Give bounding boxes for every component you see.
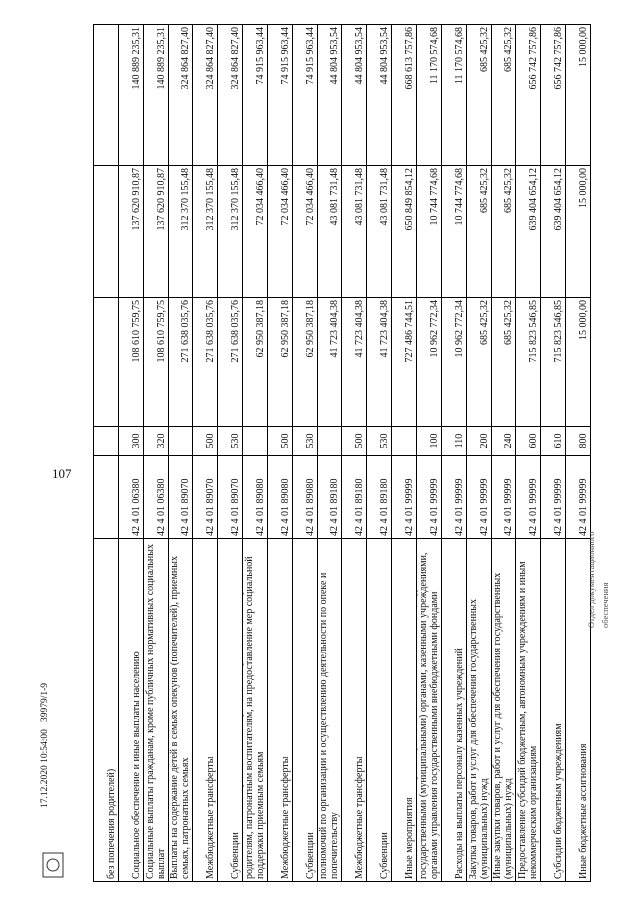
cell-type: 100 xyxy=(417,427,441,456)
cell-v1: 108 610 759,75 xyxy=(144,298,168,427)
cell-name: Межбюджетные трансферты xyxy=(279,756,291,879)
table-row xyxy=(143,25,168,881)
cell-v1: 41 723 404,38 xyxy=(367,298,391,427)
table-row xyxy=(366,25,391,881)
cell-v2: 312 370 155,48 xyxy=(169,166,193,298)
cell-type: 500 xyxy=(268,427,292,456)
cell-v3: 44 804 953,54 xyxy=(367,25,391,166)
cell-v2: 650 849 854,12 xyxy=(392,166,416,298)
cell-type: 500 xyxy=(193,427,217,456)
cell-v2: 312 370 155,48 xyxy=(218,166,242,298)
cell-v1: 715 823 546,85 xyxy=(541,298,565,427)
cell-code: 42 4 01 89080 xyxy=(293,456,317,539)
cell-v2: 43 081 731,48 xyxy=(342,166,366,298)
cell-v3: 668 613 757,86 xyxy=(392,25,416,166)
table-row xyxy=(217,25,242,881)
cell-v3: 140 889 235,31 xyxy=(119,25,143,166)
cell-v2: 137 620 910,87 xyxy=(144,166,168,298)
cell-v2: 685 425,32 xyxy=(492,166,516,298)
cell-name: Выплаты на содержание детей в семьях опекунов (попечителей), приемных семьях, патронатных семьях xyxy=(169,556,192,879)
cell-v2: 137 620 910,87 xyxy=(119,166,143,298)
cell-v1: 62 950 387,18 xyxy=(243,298,267,427)
cell-v3: 685 425,32 xyxy=(492,25,516,166)
cell-type: 530 xyxy=(367,427,391,456)
cell-v3: 324 864 827,40 xyxy=(218,25,242,166)
cell-code: 42 4 01 99999 xyxy=(467,456,491,539)
cell-v1: 10 962 772,34 xyxy=(417,298,441,427)
cell-type: 610 xyxy=(541,427,565,456)
cell-name: Предоставление субсидий бюджетным, автономным учреждениям и иным некоммерческим организациям xyxy=(517,561,540,879)
cell-name: Социальное обеспечение и иные выплаты населению xyxy=(130,651,142,879)
cell-code: 42 4 01 89080 xyxy=(268,456,292,539)
cell-v3: 74 915 963,44 xyxy=(293,25,317,166)
cell-code: 42 4 01 89180 xyxy=(367,456,391,539)
cell-code: 42 4 01 89080 xyxy=(243,456,267,539)
table-row xyxy=(540,25,565,881)
footer-datetime: 17.12.2020 10:54:00 xyxy=(40,729,50,808)
cell-v1: 685 425,32 xyxy=(467,298,491,427)
table-row xyxy=(466,25,491,881)
cell-v3: 44 804 953,54 xyxy=(318,25,342,166)
cell-v2: 72 034 466,40 xyxy=(293,166,317,298)
cell-v3: 74 915 963,44 xyxy=(243,25,267,166)
cell-v1 xyxy=(94,298,118,427)
cell-name: Субвенции xyxy=(379,832,391,879)
cell-v2: 10 744 774,68 xyxy=(417,166,441,298)
cell-code xyxy=(94,456,118,539)
table-row xyxy=(565,25,590,881)
table-row xyxy=(491,25,516,881)
cell-v1: 41 723 404,38 xyxy=(318,298,342,427)
table-row xyxy=(416,25,441,881)
cell-v1: 62 950 387,18 xyxy=(268,298,292,427)
cell-v1: 108 610 759,75 xyxy=(119,298,143,427)
cell-v3 xyxy=(94,25,118,166)
cell-code: 42 4 01 99999 xyxy=(566,456,590,539)
cell-type xyxy=(392,427,416,456)
cell-type: 320 xyxy=(144,427,168,456)
cell-v1: 715 823 546,85 xyxy=(516,298,540,427)
page-number: 107 xyxy=(52,466,72,481)
table-row xyxy=(341,25,366,881)
cell-name: Субвенции xyxy=(230,832,242,879)
cell-code: 42 4 01 99999 xyxy=(442,456,466,539)
cell-name: государственными (муниципальными) органами, казенными учреждениями, органами управления государственными внебюджетными фондами xyxy=(417,552,440,879)
cell-name: Межбюджетные трансферты xyxy=(354,756,366,879)
cell-name: Закупка товаров, работ и услуг для обеспечения государственных (муниципальных) нужд xyxy=(467,598,490,879)
cell-type: 530 xyxy=(293,427,317,456)
cell-code: 42 4 01 89070 xyxy=(218,456,242,539)
cell-code: 42 4 01 89070 xyxy=(169,456,193,539)
cell-v2: 43 081 731,48 xyxy=(367,166,391,298)
cell-v2: 639 404 654,12 xyxy=(516,166,540,298)
cell-code: 42 4 01 99999 xyxy=(492,456,516,539)
cell-type: 800 xyxy=(566,427,590,456)
cell-code: 42 4 01 06380 xyxy=(119,456,143,539)
cell-code: 42 4 01 89070 xyxy=(193,456,217,539)
cell-name: Субвенции xyxy=(304,832,316,879)
cell-type: 300 xyxy=(119,427,143,456)
cell-v2 xyxy=(94,166,118,298)
cell-v3: 685 425,32 xyxy=(467,25,491,166)
cell-code: 42 4 01 06380 xyxy=(144,456,168,539)
cell-type: 110 xyxy=(442,427,466,456)
cell-v1: 41 723 404,38 xyxy=(342,298,366,427)
cell-code: 42 4 01 99999 xyxy=(392,456,416,539)
cell-v3: 74 915 963,44 xyxy=(268,25,292,166)
budget-table xyxy=(93,24,591,882)
cell-name: Иные бюджетные ассигнования xyxy=(577,743,589,879)
cell-type: 600 xyxy=(516,427,540,456)
cell-v2: 685 425,32 xyxy=(467,166,491,298)
cell-type xyxy=(318,427,342,456)
cell-v2: 72 034 466,40 xyxy=(243,166,267,298)
table-row xyxy=(515,25,540,881)
cell-v3: 324 864 827,40 xyxy=(193,25,217,166)
cell-v1: 10 962 772,34 xyxy=(442,298,466,427)
table-row xyxy=(441,25,466,881)
cell-v3: 324 864 827,40 xyxy=(169,25,193,166)
cell-v3: 656 742 757,86 xyxy=(541,25,565,166)
cell-v3: 11 170 574,68 xyxy=(442,25,466,166)
cell-v3: 11 170 574,68 xyxy=(417,25,441,166)
cell-name: родителям, патронатным воспитателям, на предоставление мер социальной поддержки приемным семьям xyxy=(243,556,266,879)
cell-v1: 271 638 035,76 xyxy=(218,298,242,427)
table-row xyxy=(168,25,193,881)
table-row xyxy=(118,25,143,881)
cell-v3: 656 742 757,86 xyxy=(516,25,540,166)
cell-code: 42 4 01 99999 xyxy=(417,456,441,539)
stamp-line-1: Отдел документационного xyxy=(586,531,596,628)
cell-v2: 312 370 155,48 xyxy=(193,166,217,298)
cell-type xyxy=(94,427,118,456)
cell-name: Расходы на выплаты персоналу казенных учреждений xyxy=(453,648,465,879)
cell-type: 200 xyxy=(467,427,491,456)
cell-name: Субсидии бюджетным учреждениям xyxy=(553,723,565,879)
table-row xyxy=(267,25,292,881)
cell-v3: 15 000,00 xyxy=(566,25,590,166)
cell-name: Иные мероприятия xyxy=(403,797,415,879)
cell-v1: 15 000,00 xyxy=(566,298,590,427)
cell-type xyxy=(243,427,267,456)
cell-type: 530 xyxy=(218,427,242,456)
cell-v2: 43 081 731,48 xyxy=(318,166,342,298)
cell-code: 42 4 01 89180 xyxy=(318,456,342,539)
cell-v1: 727 486 744,51 xyxy=(392,298,416,427)
cell-name: Социальные выплаты гражданам, кроме публичных нормативных социальных выплат xyxy=(144,544,167,879)
cell-code: 42 4 01 99999 xyxy=(541,456,565,539)
table-row xyxy=(242,25,267,881)
table-row xyxy=(391,25,416,881)
cell-type: 240 xyxy=(492,427,516,456)
cell-name: Иные закупки товаров, работ и услуг для обеспечения государственных (муниципальных) нужд xyxy=(492,572,515,879)
table-row xyxy=(192,25,217,881)
cell-v1: 271 638 035,76 xyxy=(193,298,217,427)
cell-v3: 140 889 235,31 xyxy=(144,25,168,166)
stamp-emblem-icon xyxy=(40,850,66,880)
footer-doc-id: 39979/1-9 xyxy=(40,682,50,722)
cell-v1: 271 638 035,76 xyxy=(169,298,193,427)
cell-type: 500 xyxy=(342,427,366,456)
cell-type xyxy=(169,427,193,456)
cell-v1: 685 425,32 xyxy=(492,298,516,427)
cell-v2: 639 404 654,12 xyxy=(541,166,565,298)
table-row xyxy=(292,25,317,881)
cell-code: 42 4 01 99999 xyxy=(516,456,540,539)
cell-name: Межбюджетные трансферты xyxy=(205,756,217,879)
cell-v2: 10 744 774,68 xyxy=(442,166,466,298)
cell-v3: 44 804 953,54 xyxy=(342,25,366,166)
table-row xyxy=(94,25,118,881)
stamp-line-2: обеспечения xyxy=(600,582,610,628)
cell-v1: 62 950 387,18 xyxy=(293,298,317,427)
table-row xyxy=(317,25,342,881)
cell-code: 42 4 01 89180 xyxy=(342,456,366,539)
cell-v2: 72 034 466,40 xyxy=(268,166,292,298)
cell-v2: 15 000,00 xyxy=(566,166,590,298)
cell-name: полномочий по организации и осуществлению деятельности по опеке и попечительству xyxy=(318,572,341,879)
cell-name: без попечения родителей) xyxy=(105,768,117,879)
